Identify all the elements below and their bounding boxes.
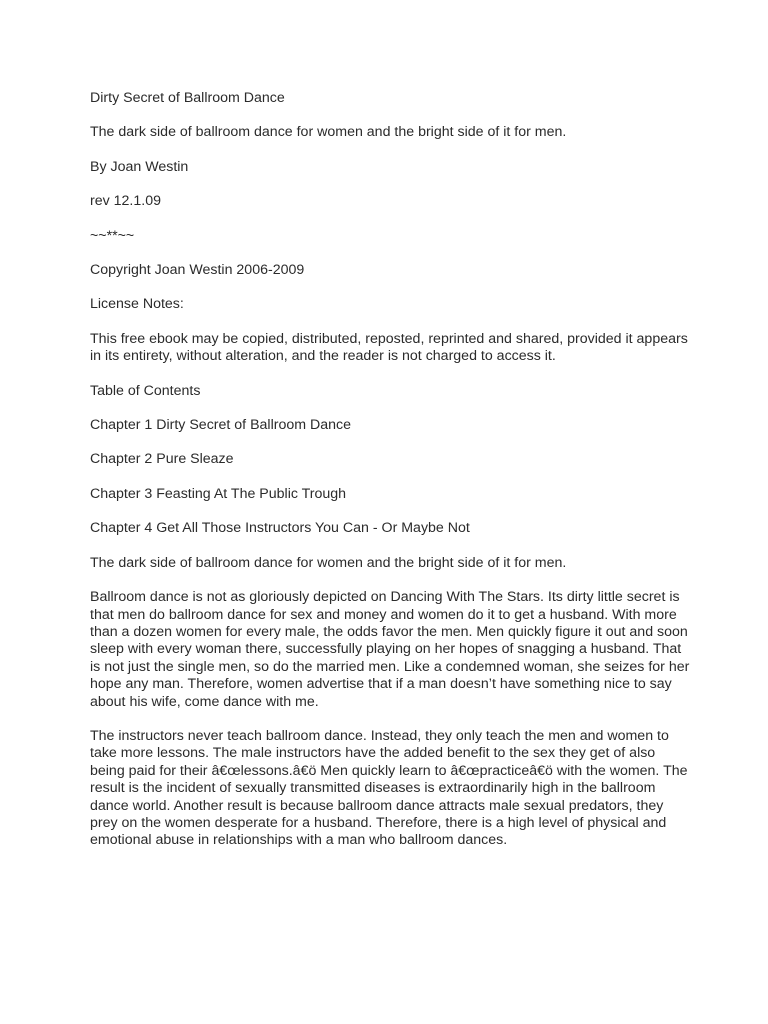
license-text: This free ebook may be copied, distributed, reposted, reprinted and shared, provided it appears in its entirety, without alteration, and the reader is not charged to access it. xyxy=(90,330,688,365)
toc-item-2: Chapter 2 Pure Sleaze xyxy=(90,451,234,468)
toc-item-1: Chapter 1 Dirty Secret of Ballroom Dance xyxy=(90,417,352,434)
license-heading: License Notes: xyxy=(90,296,184,313)
toc-heading: Table of Contents xyxy=(90,382,201,399)
toc-item-3: Chapter 3 Feasting At The Public Trough xyxy=(90,485,347,502)
intro-line: The dark side of ballroom dance for women and the bright side of it for men. xyxy=(90,554,567,571)
section-separator: ~~**~~ xyxy=(90,227,135,244)
revision-line: rev 12.1.09 xyxy=(90,193,161,210)
document-title: Dirty Secret of Ballroom Dance xyxy=(90,90,285,106)
body-paragraph-1: Ballroom dance is not as gloriously depicted on Dancing With The Stars. Its dirty little secret is that men do ballroom dance for sex and money and women do it to get a husband. With more than a dozen women for every male, the odds favor the men. Men quickly figure it out and soon sleep with every woman there, successfully playing on her hopes of snagging a husband. That is not just the single men, so do the married men. Like a condemned woman, she seizes for her hope any man. Therefore, women advertise that if a man doesn’t have something nice to say about his wife, come dance with me. xyxy=(90,589,690,710)
body-paragraph-2: The instructors never teach ballroom dance. Instead, they only teach the men and women to take more lessons. The male instructors have the added benefit to the sex they get of also being paid for their â€œlessons.â€ö Men quickly learn to â€œpracticeâ€ö with the women. The result is the incident of sexually transmitted diseases is extraordinarily high in the ballroom dance world. Another result is because ballroom dance attracts male sexual predators, they prey on the women desperate for a husband. Therefore, there is a high level of physical and emotional abuse in relationships with a man who ballroom dances. xyxy=(90,727,688,849)
document-subtitle: The dark side of ballroom dance for women and the bright side of it for men. xyxy=(90,124,567,141)
copyright-line: Copyright Joan Westin 2006-2009 xyxy=(90,262,305,279)
toc-item-4: Chapter 4 Get All Those Instructors You Can - Or Maybe Not xyxy=(90,520,470,537)
document-page xyxy=(90,90,690,867)
author-line: By Joan Westin xyxy=(90,158,189,175)
